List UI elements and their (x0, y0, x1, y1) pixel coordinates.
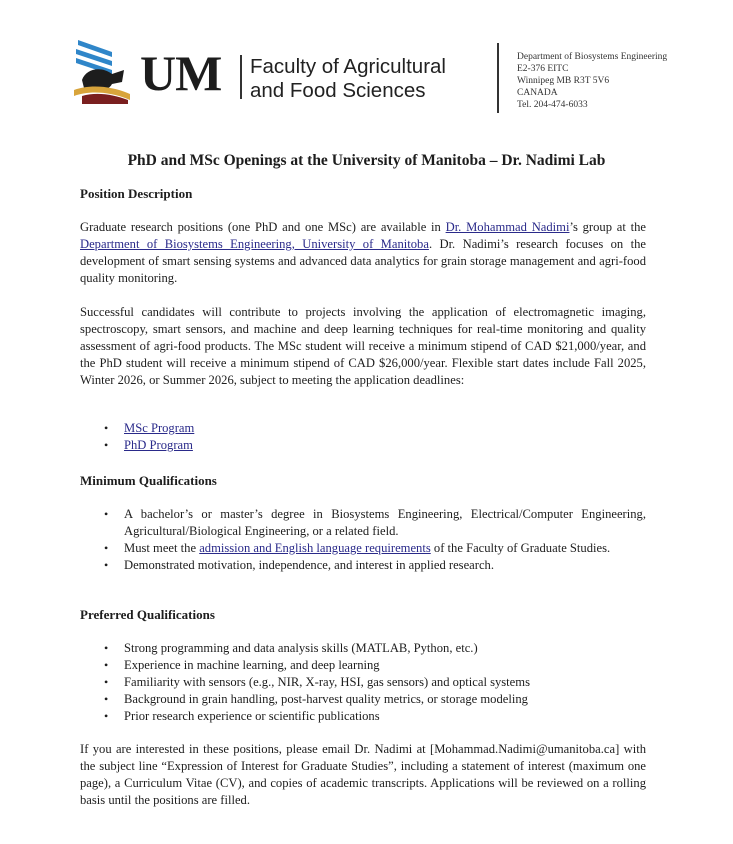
phd-program-link[interactable]: PhD Program (124, 438, 193, 452)
list-item: • Familiarity with sensors (e.g., NIR, X-ray, HSI, gas sensors) and optical systems (80, 674, 646, 691)
list-item: • Strong programming and data analysis skills (MATLAB, Python, etc.) (80, 640, 646, 657)
nadimi-profile-link[interactable]: Dr. Mohammad Nadimi (445, 220, 570, 234)
department-line: Tel. 204-474-6033 (517, 100, 588, 110)
section-heading-minimum-qualifications: Minimum Qualifications (80, 473, 217, 488)
faculty-line-1: Faculty of Agricultural (250, 55, 446, 78)
department-line: Department of Biosystems Engineering (517, 52, 668, 62)
department-line: CANADA (517, 88, 558, 98)
page-title: PhD and MSc Openings at the University of Manitoba – Dr. Nadimi Lab (127, 152, 606, 169)
preferred-qualifications-list (80, 640, 646, 725)
program-links-list (80, 420, 646, 454)
department-link[interactable]: Department of Biosystems Engineering, University of Manitoba (80, 237, 429, 251)
list-item (80, 420, 646, 437)
list-item: • Prior research experience or scientific publications (80, 708, 646, 725)
position-paragraph-2: Successful candidates will contribute to projects involving the application of electromagnetic imaging, spectroscopy, smart sensors, and machine and deep learning techniques for real-time monitoring and quality assessment of agri-food products. The MSc student will receive a minimum stipend of CAD $21,000/year, and the PhD student will receive a minimum stipend of CAD $26,000/year. Flexible start dates include Fall 2025, Winter 2026, or Summer 2026, subject to meeting the application deadlines: (80, 305, 646, 387)
university-logo-icon (72, 36, 134, 104)
faculty-name (250, 55, 446, 103)
msc-program-link[interactable]: MSc Program (124, 421, 195, 435)
text-segment: of the Faculty of Graduate Studies. (430, 541, 611, 555)
list-item: • A bachelor’s or master’s degree in Biosystems Engineering, Electrical/Computer Engineering, Agricultural/Biological Engineering, or a related field. (80, 506, 646, 540)
section-heading-preferred-qualifications: Preferred Qualifications (80, 607, 215, 622)
faculty-line-2: and Food Sciences (250, 79, 426, 102)
admission-requirements-link[interactable]: admission and English language requirements (199, 541, 431, 555)
department-address (517, 51, 667, 111)
logo-divider (240, 55, 242, 99)
text-segment: Must meet the (124, 541, 200, 555)
text-segment: Graduate research positions (one PhD and one MSc) are available in (80, 220, 446, 234)
position-paragraph-1 (80, 219, 646, 287)
list-item: • Background in grain handling, post-harvest quality metrics, or storage modeling (80, 691, 646, 708)
list-item (80, 437, 646, 454)
department-line: E2-376 EITC (517, 64, 569, 74)
application-instructions: If you are interested in these positions, please email Dr. Nadimi at [Mohammad.Nadimi@umanitoba.ca] with the subject line “Expression of Interest for Graduate Studies”, including a statement of interest (maximum one page), a Curriculum Vitae (CV), and copies of academic transcripts. Applications will be reviewed on a rolling basis until the positions are filled. (80, 742, 646, 807)
logo-wordmark: UM (140, 45, 222, 101)
list-item: • Experience in machine learning, and deep learning (80, 657, 646, 674)
section-heading-position-description: Position Description (80, 186, 193, 201)
list-item (80, 540, 646, 557)
header-divider (497, 43, 499, 113)
department-line: Winnipeg MB R3T 5V6 (517, 76, 610, 86)
list-item: • Demonstrated motivation, independence, and interest in applied research. (80, 557, 646, 574)
minimum-qualifications-list (80, 506, 646, 574)
text-segment: . Dr. Nadimi’s research focuses on the development of smart sensing systems and advanced data analytics for grain storage management and agri-food quality monitoring. (80, 237, 646, 285)
text-segment: ’s group at the (569, 220, 646, 234)
